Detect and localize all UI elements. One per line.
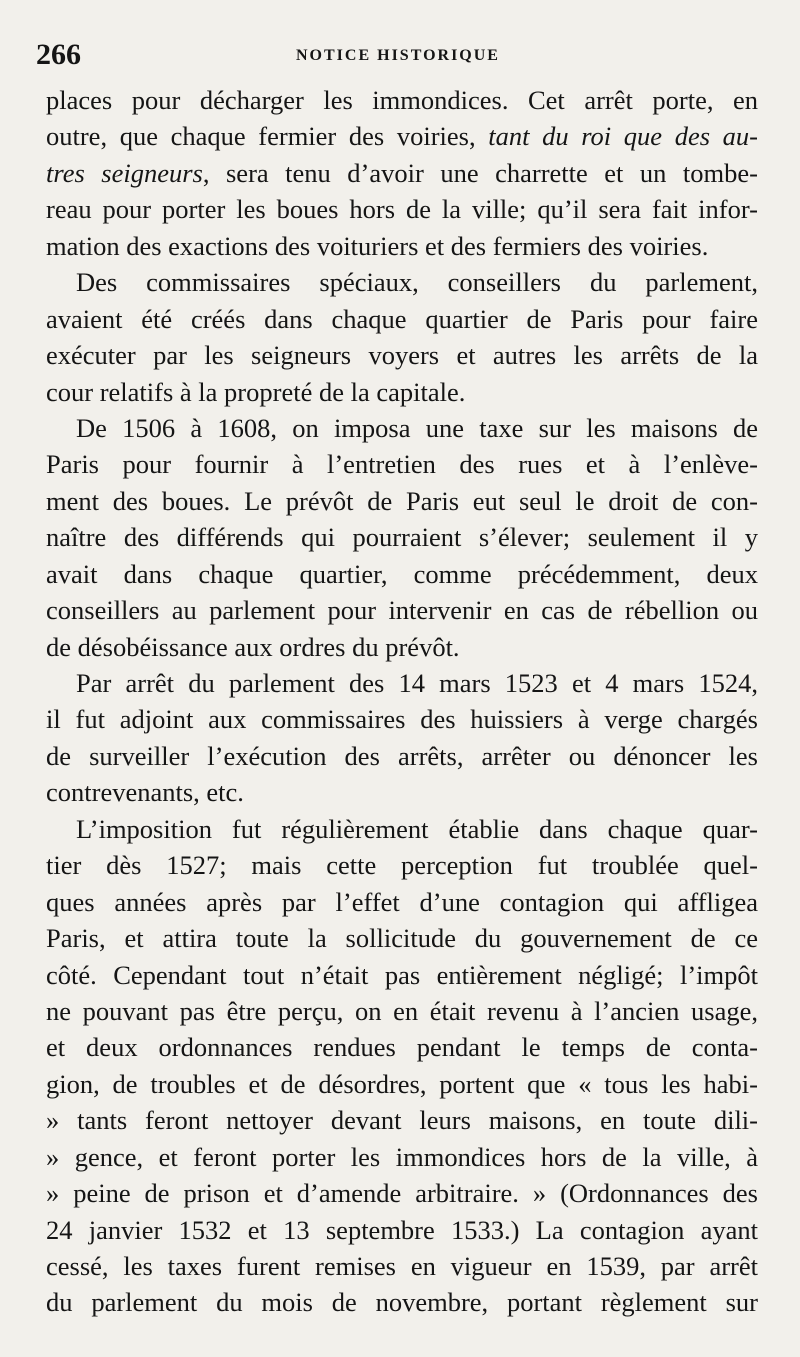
text-line: ne pouvant pas être perçu, on en était revenu à l’ancien usage, — [46, 995, 758, 1026]
text-line: places pour décharger les immondices. Cet arrêt porte, en — [46, 85, 758, 115]
body-text — [46, 82, 758, 1321]
text-line: De 1506 à 1608, on imposa une taxe sur les maisons de — [76, 412, 758, 443]
text-line: » gence, et feront porter les immondices hors de la ville, à — [46, 1141, 758, 1172]
text-line: Paris, et attira toute la sollicitude du gouvernement de ce — [46, 923, 758, 954]
running-title: NOTICE HISTORIQUE — [296, 47, 500, 64]
text-line: 24 janvier 1532 et 13 septembre 1533.) La contagion ayant — [46, 1214, 758, 1245]
text-line: ment des boues. Le prévôt de Paris eut seul le droit de con- — [46, 485, 758, 516]
text-line: » tants feront nettoyer devant leurs maisons, en toute dili- — [46, 1105, 758, 1136]
page-number: 266 — [36, 38, 81, 71]
text-line: tres seigneurs, sera tenu d’avoir une charrette et un tombe- — [46, 157, 758, 188]
page-header — [36, 38, 760, 72]
text-line: naître des différends qui pourraient s’élever; seulement il y — [46, 522, 758, 553]
text-line: avait dans chaque quartier, comme précédemment, deux — [46, 558, 758, 589]
text-line: contrevenants, etc. — [46, 777, 244, 808]
text-line: de surveiller l’exécution des arrêts, arrêter ou dénoncer les — [46, 740, 758, 771]
text-line: ques années après par l’effet d’une contagion qui affligea — [46, 886, 758, 917]
text-line: et deux ordonnances rendues pendant le temps de conta- — [46, 1032, 758, 1063]
text-line: Des commissaires spéciaux, conseillers du parlement, — [76, 267, 758, 298]
text-line: cour relatifs à la propreté de la capitale. — [46, 376, 466, 407]
text-line: outre, que chaque fermier des voiries, tant du roi que des au- — [46, 121, 758, 152]
text-line: reau pour porter les boues hors de la ville; qu’il sera fait infor- — [46, 194, 758, 225]
text-line: » peine de prison et d’amende arbitraire. » (Ordonnances des — [46, 1178, 758, 1209]
text-line: cessé, les taxes furent remises en vigueur en 1539, par arrêt — [46, 1251, 758, 1281]
text-line: conseillers au parlement pour intervenir en cas de rébellion ou — [46, 595, 758, 626]
text-line: de désobéissance aux ordres du prévôt. — [46, 631, 460, 662]
text-line: mation des exactions des voituriers et des fermiers des voiries. — [46, 230, 709, 261]
text-line: Par arrêt du parlement des 14 mars 1523 et 4 mars 1524, — [76, 668, 758, 698]
text-line: Paris pour fournir à l’entretien des rues et à l’enlève- — [46, 449, 758, 480]
text-line: gion, de troubles et de désordres, portent que « tous les habi- — [46, 1068, 758, 1099]
text-line: du parlement du mois de novembre, portant règlement sur — [46, 1287, 758, 1318]
text-line: tier dès 1527; mais cette perception fut troublée quel- — [46, 850, 758, 881]
text-line: exécuter par les seigneurs voyers et autres les arrêts de la — [46, 340, 758, 371]
text-line: L’imposition fut régulièrement établie dans chaque quar- — [76, 813, 758, 844]
text-line: il fut adjoint aux commissaires des huissiers à verge chargés — [46, 704, 758, 735]
text-line: côté. Cependant tout n’était pas entièrement négligé; l’impôt — [46, 959, 758, 990]
text-line: avaient été créés dans chaque quartier de Paris pour faire — [46, 303, 758, 334]
